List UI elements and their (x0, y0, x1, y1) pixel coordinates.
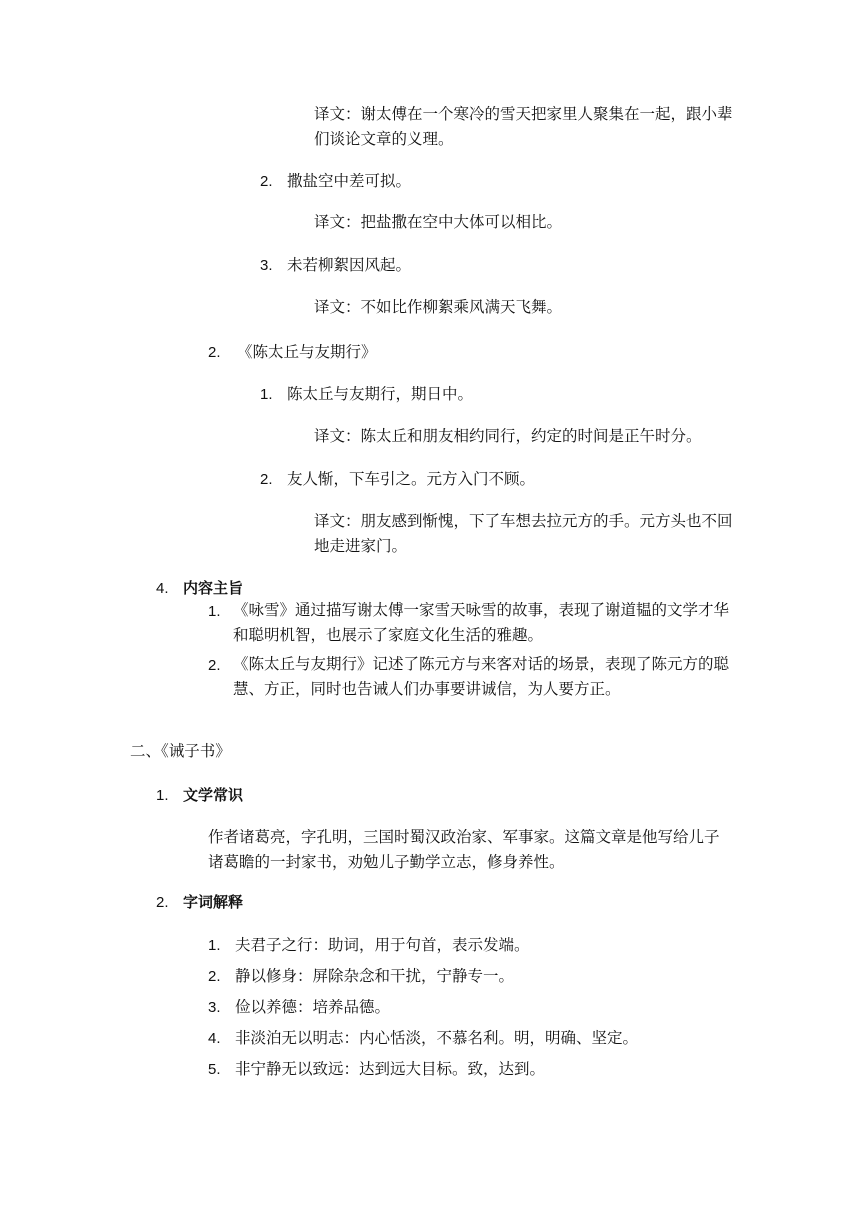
list-number: 1. (260, 386, 273, 403)
poem-line: 未若柳絮因风起。 (287, 256, 412, 274)
list-number: 2. (208, 657, 221, 674)
list-item: 非淡泊无以明志：内心恬淡，不慕名利。明，明确、坚定。 (235, 1029, 639, 1047)
section-heading: 文学常识 (183, 787, 244, 804)
list-number: 1. (156, 787, 169, 804)
list-number: 2. (260, 173, 273, 190)
list-number: 1. (208, 937, 221, 954)
section-heading: 内容主旨 (183, 580, 244, 597)
list-item: 《咏雪》通过描写谢太傅一家雪天咏雪的故事，表现了谢道韫的文学才华和聪明机智，也展示了家庭文化生活的雅趣。 (233, 601, 730, 644)
list-number: 5. (208, 1061, 221, 1078)
translation-text: 译文：把盐撒在空中大体可以相比。 (314, 213, 563, 231)
section-heading: 字词解释 (183, 894, 244, 911)
list-number: 2. (208, 344, 221, 361)
list-item: 静以修身：屏除杂念和干扰，宁静专一。 (235, 967, 515, 985)
translation-text: 译文：不如比作柳絮乘风满天飞舞。 (314, 298, 563, 316)
paragraph: 作者诸葛亮，字孔明，三国时蜀汉政治家、军事家。这篇文章是他写给儿子诸葛瞻的一封家书，劝勉儿子勤学立志，修身养性。 (208, 828, 720, 871)
translation-text: 译文：陈太丘和朋友相约同行，约定的时间是正午时分。 (314, 427, 702, 445)
list-number: 2. (260, 471, 273, 488)
list-number: 4. (156, 580, 169, 597)
list-number: 3. (260, 257, 273, 274)
list-number: 2. (208, 968, 221, 985)
poem-line: 友人惭，下车引之。元方入门不顾。 (287, 470, 536, 488)
list-number: 1. (208, 603, 221, 620)
poem-line: 陈太丘与友期行，期日中。 (287, 385, 474, 403)
translation-text: 译文：朋友感到惭愧，下了车想去拉元方的手。元方头也不回地走进家门。 (314, 512, 733, 555)
list-number: 4. (208, 1030, 221, 1047)
poem-title: 《陈太丘与友期行》 (237, 343, 377, 361)
translation-text: 译文：谢太傅在一个寒冷的雪天把家里人聚集在一起，跟小辈们谈论文章的义理。 (314, 105, 733, 148)
list-item: 《陈太丘与友期行》记述了陈元方与来客对话的场景，表现了陈元方的聪慧、方正，同时也告诫人们办事要讲诚信，为人要方正。 (233, 655, 730, 698)
section-title: 二、《诫子书》 (130, 742, 231, 760)
list-item: 夫君子之行：助词，用于句首，表示发端。 (235, 936, 530, 954)
poem-line: 撒盐空中差可拟。 (287, 172, 412, 190)
list-number: 3. (208, 999, 221, 1016)
list-number: 2. (156, 894, 169, 911)
list-item: 非宁静无以致远：达到远大目标。致，达到。 (235, 1060, 546, 1078)
list-item: 俭以养德：培养品德。 (235, 998, 391, 1016)
